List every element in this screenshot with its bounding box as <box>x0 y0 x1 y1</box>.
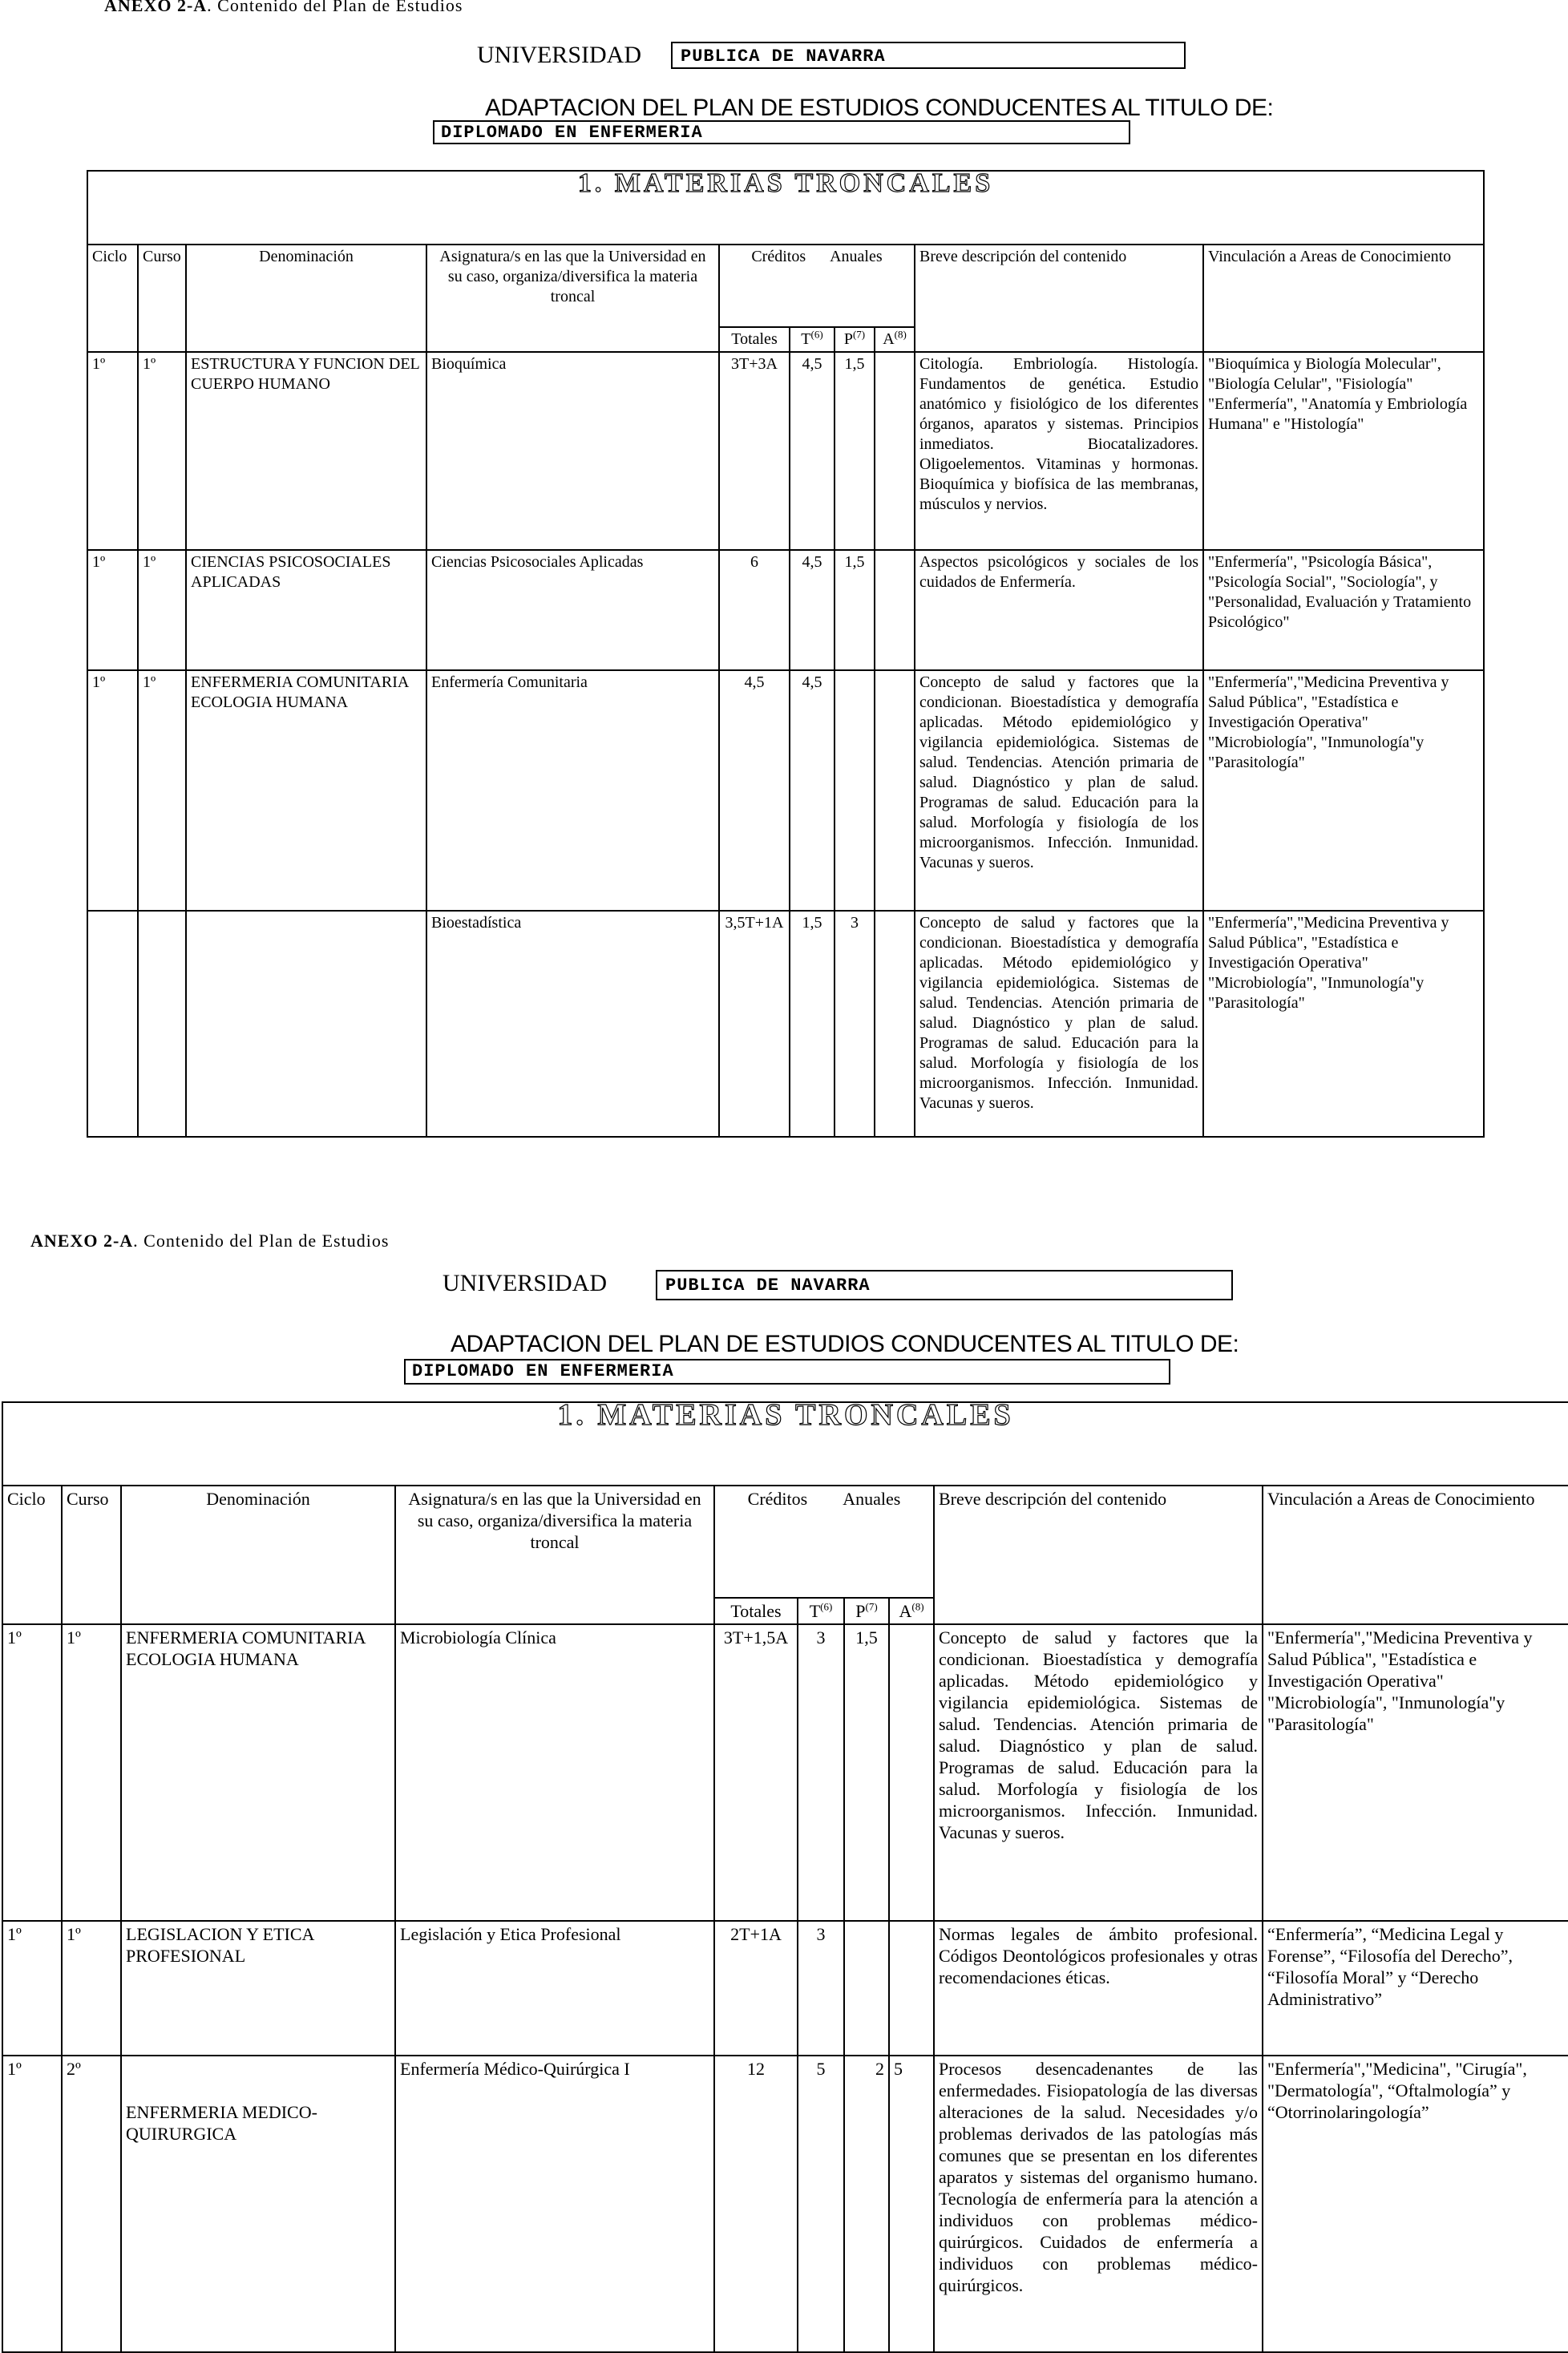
cell-vinculacion: "Bioquímica y Biología Molecular", "Biología Celular", "Fisiología" "Enfermería", "Anatomía y Embriología Humana" e "Histología" <box>1203 352 1484 550</box>
table-row <box>2 2056 1568 2352</box>
cell-totales: 2T+1A <box>714 1921 798 2056</box>
cell-descripcion: Procesos desencadenantes de las enfermedades. Fisiopatología de las diversas alteraciones de la salud. Necesidades y/o problemas derivados de las patologías más comunes que se presentan en los diferentes aparatos y sistemas del organismo humano. Tecnología de enfermería para la atención a individuos con problemas médico-quirúrgicos. Cuidados de enfermería a individuos con problemas médico-quirúrgicos. <box>934 2056 1263 2352</box>
cell-p <box>844 1921 889 2056</box>
universidad-value: PUBLICA DE NAVARRA <box>671 42 1186 69</box>
table-row <box>87 352 1484 550</box>
table-row <box>87 670 1484 911</box>
cell-asignatura: Bioquímica <box>426 352 719 550</box>
cell-ciclo <box>87 911 138 1137</box>
cell-a <box>875 550 915 670</box>
header-asignatura: Asignatura/s en las que la Universidad en su caso, organiza/diversifica la materia troncal <box>426 245 719 352</box>
cell-ciclo: 1º <box>87 670 138 911</box>
cell-t: 1,5 <box>790 911 835 1137</box>
cell-t: 3 <box>798 1624 844 1921</box>
cell-totales: 3,5T+1A <box>719 911 790 1137</box>
header-denominacion: Denominación <box>121 1486 395 1624</box>
header-curso: Curso <box>62 1486 121 1624</box>
cell-vinculacion: "Enfermería", "Psicología Básica", "Psicología Social", "Sociología", y "Personalidad, Evaluación y Tratamiento Psicológico" <box>1203 550 1484 670</box>
cell-totales: 3T+3A <box>719 352 790 550</box>
cell-vinculacion: "Enfermería","Medicina Preventiva y Salud Pública", "Estadística e Investigación Operativa" "Microbiología", "Inmunología"y "Parasitología" <box>1203 670 1484 911</box>
header-totales: Totales <box>719 327 790 352</box>
cell-curso: 1º <box>138 352 186 550</box>
cell-p: 2 <box>844 2056 889 2352</box>
titulo-value: DIPLOMADO EN ENFERMERIA <box>404 1359 1170 1385</box>
header-creditos: Créditos Anuales <box>719 245 915 327</box>
cell-asignatura: Enfermería Médico-Quirúrgica I <box>395 2056 714 2352</box>
universidad-label: UNIVERSIDAD <box>443 1270 607 1296</box>
cell-descripcion: Concepto de salud y factores que la condicionan. Bioestadística y demografía aplicadas. Método epidemiológico y vigilancia epidemiológica. Sistemas de salud. Tendencias. Atención primaria de salud. Diagnóstico y plan de salud. Programas de salud. Educación para la salud. Morfología y fisiología de los microorganismos. Infección. Inmunidad. Vacunas y sueros. <box>915 911 1203 1137</box>
cell-a <box>875 670 915 911</box>
cell-ciclo: 1º <box>87 352 138 550</box>
header-creditos: Créditos Anuales <box>714 1486 934 1598</box>
table-row <box>2 1921 1568 2056</box>
cell-a <box>889 1624 934 1921</box>
annex-heading: ANEXO 2-A. Contenido del Plan de Estudios <box>30 1231 390 1251</box>
titulo-value: DIPLOMADO EN ENFERMERIA <box>433 120 1130 144</box>
header-curso: Curso <box>138 245 186 352</box>
cell-ciclo: 1º <box>2 1624 62 1921</box>
cell-p <box>835 670 875 911</box>
universidad-label: UNIVERSIDAD <box>477 42 641 68</box>
cell-a <box>889 1921 934 2056</box>
header-a: $A^{(8)}$ <box>875 327 915 352</box>
cell-t: 4,5 <box>790 352 835 550</box>
universidad-value: PUBLICA DE NAVARRA <box>656 1270 1233 1300</box>
adaptacion-label: ADAPTACION DEL PLAN DE ESTUDIOS CONDUCENTES AL TITULO DE: <box>485 95 1274 121</box>
cell-denominacion <box>186 911 426 1137</box>
cell-ciclo: 1º <box>87 550 138 670</box>
cell-p: 1,5 <box>835 550 875 670</box>
cell-descripcion: Concepto de salud y factores que la condicionan. Bioestadística y demografía aplicadas. Método epidemiológico y vigilancia epidemiológica. Sistemas de salud. Tendencias. Atención primaria de salud. Diagnóstico y plan de salud. Programas de salud. Educación para la salud. Morfología y fisiología de los microorganismos. Infección. Inmunidad. Vacunas y sueros. <box>934 1624 1263 1921</box>
materias-table <box>87 170 1485 1138</box>
section-title: 1. MATERIAS TRONCALES <box>87 171 1484 245</box>
cell-denominacion: CIENCIAS PSICOSOCIALES APLICADAS <box>186 550 426 670</box>
header-ciclo: Ciclo <box>87 245 138 352</box>
cell-curso: 2º <box>62 2056 121 2352</box>
header-vinculacion: Vinculación a Areas de Conocimiento <box>1263 1486 1568 1624</box>
cell-t: 4,5 <box>790 550 835 670</box>
cell-curso: 1º <box>138 670 186 911</box>
cell-curso: 1º <box>62 1624 121 1921</box>
cell-a <box>875 352 915 550</box>
header-p: $P^{(7)}$ <box>835 327 875 352</box>
header-p: $P^{(7)}$ <box>844 1598 889 1624</box>
cell-descripcion: Aspectos psicológicos y sociales de los cuidados de Enfermería. <box>915 550 1203 670</box>
adaptacion-label: ADAPTACION DEL PLAN DE ESTUDIOS CONDUCENTES AL TITULO DE: <box>451 1331 1239 1357</box>
header-ciclo: Ciclo <box>2 1486 62 1624</box>
cell-p: 3 <box>835 911 875 1137</box>
cell-descripcion: Normas legales de ámbito profesional. Códigos Deontológicos profesionales y otras recomendaciones éticas. <box>934 1921 1263 2056</box>
cell-curso <box>138 911 186 1137</box>
cell-denominacion: LEGISLACION Y ETICA PROFESIONAL <box>121 1921 395 2056</box>
cell-curso: 1º <box>138 550 186 670</box>
cell-totales: 12 <box>714 2056 798 2352</box>
cell-denominacion: ENFERMERIA COMUNITARIA ECOLOGIA HUMANA <box>121 1624 395 1921</box>
cell-vinculacion: "Enfermería","Medicina Preventiva y Salud Pública", "Estadística e Investigación Operativa" "Microbiología", "Inmunología"y "Parasitología" <box>1263 1624 1568 1921</box>
cell-denominacion: ENFERMERIA MEDICO-QUIRURGICA <box>121 2056 395 2352</box>
table-row <box>87 911 1484 1137</box>
cell-p: 1,5 <box>844 1624 889 1921</box>
cell-a: 5 <box>889 2056 934 2352</box>
cell-asignatura: Microbiología Clínica <box>395 1624 714 1921</box>
cell-t: 4,5 <box>790 670 835 911</box>
cell-descripcion: Concepto de salud y factores que la condicionan. Bioestadística y demografía aplicadas. Método epidemiológico y vigilancia epidemiológica. Sistemas de salud. Tendencias. Atención primaria de salud. Diagnóstico y plan de salud. Programas de salud. Educación para la salud. Morfología y fisiología de los microorganismos. Infección. Inmunidad. Vacunas y sueros. <box>915 670 1203 911</box>
cell-curso: 1º <box>62 1921 121 2056</box>
cell-denominacion: ESTRUCTURA Y FUNCION DEL CUERPO HUMANO <box>186 352 426 550</box>
header-denominacion: Denominación <box>186 245 426 352</box>
cell-asignatura: Enfermería Comunitaria <box>426 670 719 911</box>
header-t: $T^{(6)}$ <box>790 327 835 352</box>
cell-p: 1,5 <box>835 352 875 550</box>
cell-vinculacion: "Enfermería","Medicina", "Cirugía", "Dermatología", “Oftalmología” y “Otorrinolaringología” <box>1263 2056 1568 2352</box>
header-asignatura: Asignatura/s en las que la Universidad en su caso, organiza/diversifica la materia troncal <box>395 1486 714 1624</box>
cell-t: 3 <box>798 1921 844 2056</box>
cell-ciclo: 1º <box>2 2056 62 2352</box>
cell-totales: 4,5 <box>719 670 790 911</box>
cell-asignatura: Bioestadística <box>426 911 719 1137</box>
header-descripcion: Breve descripción del contenido <box>915 245 1203 352</box>
cell-denominacion: ENFERMERIA COMUNITARIA ECOLOGIA HUMANA <box>186 670 426 911</box>
cell-descripcion: Citología. Embriología. Histología. Fundamentos de genética. Estudio anatómico y fisiológico de los diferentes órganos, aparatos y sistemas. Principios inmediatos. Biocatalizadores. Oligoelementos. Vitaminas y hormonas. Bioquímica y biofísica de las membranas, músculos y nervios. <box>915 352 1203 550</box>
cell-a <box>875 911 915 1137</box>
cell-t: 5 <box>798 2056 844 2352</box>
materias-table <box>2 1398 1568 2353</box>
cell-vinculacion: “Enfermería”, “Medicina Legal y Forense”, “Filosofía del Derecho”, “Filosofía Moral” y “Derecho Administrativo” <box>1263 1921 1568 2056</box>
header-t: $T^{(6)}$ <box>798 1598 844 1624</box>
cell-totales: 6 <box>719 550 790 670</box>
cell-asignatura: Legislación y Etica Profesional <box>395 1921 714 2056</box>
header-descripcion: Breve descripción del contenido <box>934 1486 1263 1624</box>
table-row <box>87 550 1484 670</box>
cell-ciclo: 1º <box>2 1921 62 2056</box>
header-totales: Totales <box>714 1598 798 1624</box>
cell-vinculacion: "Enfermería","Medicina Preventiva y Salud Pública", "Estadística e Investigación Operativa" "Microbiología", "Inmunología"y "Parasitología" <box>1203 911 1484 1137</box>
cell-asignatura: Ciencias Psicosociales Aplicadas <box>426 550 719 670</box>
header-vinculacion: Vinculación a Areas de Conocimiento <box>1203 245 1484 352</box>
annex-heading: ANEXO 2-A. Contenido del Plan de Estudios <box>104 0 463 15</box>
cell-totales: 3T+1,5A <box>714 1624 798 1921</box>
section-title: 1. MATERIAS TRONCALES <box>2 1402 1568 1486</box>
table-row <box>2 1624 1568 1921</box>
header-a: $A^{(8)}$ <box>889 1598 934 1624</box>
